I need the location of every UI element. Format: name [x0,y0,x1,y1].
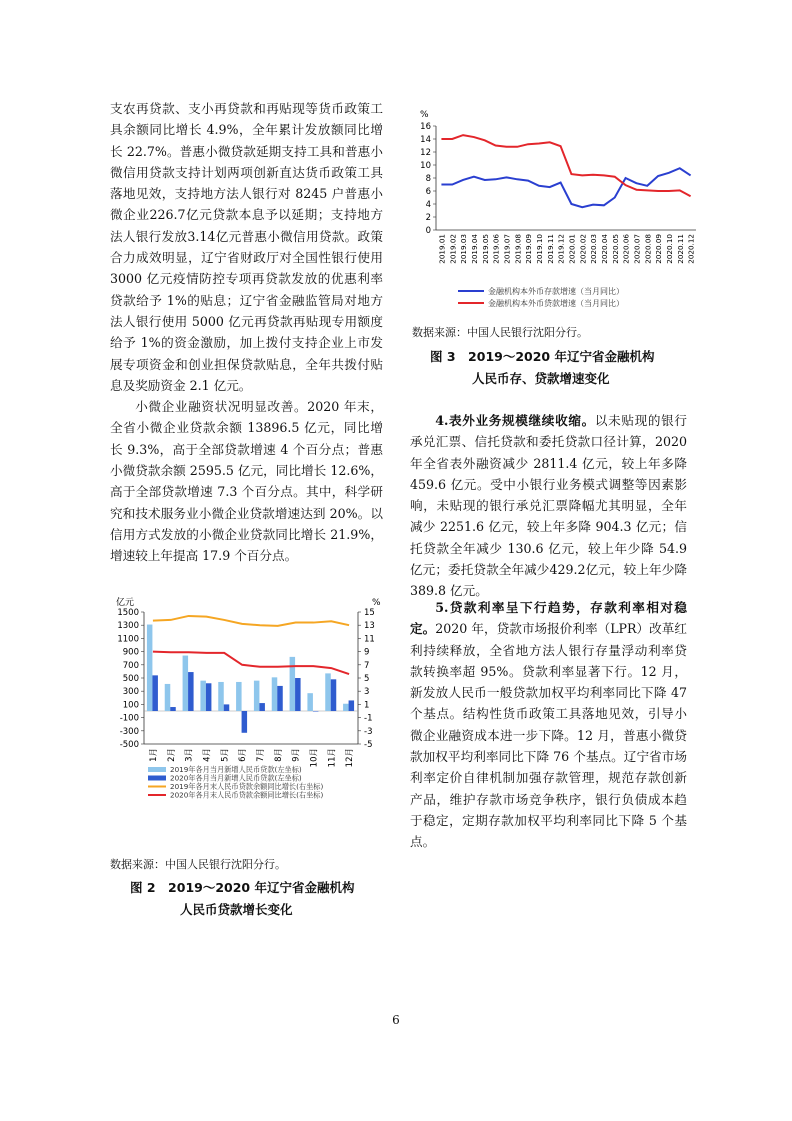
bar-2020 [313,711,319,712]
right-axis-unit: % [372,598,381,608]
body-rates: 2020 年，贷款市场报价利率（LPR）改革红利持续释放，全省地方法人银行存量浮动利率贷款转换率超 95%。贷款利率显著下行。12 月，新发放人民币一般贷款加权平均利率同比下降 47 个基点。结构性货币政策工具落地见效，引导小微企业融资成本进一步下降。12 月，普惠小微贷款加权平均利率同比下降 76 个基点。辽宁省市场利率定价自律机制加强存款管理，规范存款创新产品，维护存款市场竞争秩序，银行负债成本趋于稳定，定期存款加权平均利率同比下降 5 个基点。 [410,621,688,850]
category-label: 2020.09 [654,233,664,264]
right-tick-label: 1 [364,700,370,711]
bar-2019 [307,693,313,711]
left-tick-label: 100 [122,700,139,711]
figure-3-source: 数据来源：中国人民银行沈阳分行。 [412,326,588,339]
right-tick-label: -3 [364,726,373,737]
figure-2-caption-line1: 图 2 2019～2020 年辽宁省金融机构 [130,880,355,895]
right-tick-label: 5 [364,674,370,684]
category-label: 2019.06 [491,234,501,264]
legend-label: 2019年各月当月新增人民币贷款(左坐标) [170,765,302,774]
bar-2019 [290,657,296,711]
bar-2020 [224,704,230,711]
bar-2019 [200,681,206,711]
category-label: 3月 [184,748,195,762]
bar-2019 [325,673,331,711]
bar-2019 [183,656,189,711]
bar-2019 [254,681,260,711]
right-tick-label: 11 [364,634,375,645]
paragraph-small-micro: 小微企业融资状况明显改善。2020 年末，全省小微企业贷款余额 13896.5 亿元，同比增长 9.3%，高于全部贷款增速 4 个百分点；普惠小微贷款余额 2595.5 亿元，同比增长 12.6%，高于全部贷款增速 7.3 个百分点。其中，科学研究和技术服务业小微企业贷款增速达到 20%。以信用方式发放的小微企业贷款同比增长 21.9%，增速较上年提高 17.9 个百分点。 [110,399,383,564]
category-label: 2019.03 [459,234,469,264]
category-label: 2019.01 [437,234,447,264]
figure-3-chart [408,104,698,322]
category-label: 2019.09 [524,234,534,264]
figure-2-source: 数据来源：中国人民银行沈阳分行。 [110,858,286,871]
category-label: 2019.05 [480,234,490,264]
category-label: 2020.08 [643,234,653,264]
category-label: 8月 [273,748,284,762]
left-axis-unit: 亿元 [116,598,135,608]
bar-2020 [259,703,265,711]
y-tick-label: 12 [420,148,431,158]
legend-swatch [148,776,166,781]
axis-unit: % [420,110,429,120]
category-label: 2019.02 [448,234,458,264]
y-tick-label: 14 [420,135,431,145]
legend-label: 2020年各月末人民币贷款余额同比增长(右坐标) [170,790,324,800]
left-column-text [110,98,383,567]
bar-2020 [295,678,301,711]
right-tick-label: -5 [364,740,373,750]
left-tick-label: 1300 [117,621,139,632]
paragraph-offbalance [410,410,687,602]
category-label: 2020.03 [589,234,599,264]
category-label: 2019.04 [469,234,479,264]
category-label: 2019.07 [502,234,512,264]
category-label: 2020.07 [632,234,642,264]
legend-label: 2019年各月末人民币贷款余额同比增长(右坐标) [170,782,324,791]
bar-2019 [147,625,153,711]
left-tick-label: -500 [119,740,139,750]
right-tick-label: 13 [364,621,375,632]
bar-2020 [242,711,248,733]
category-label: 11月 [327,748,338,768]
category-label: 9月 [291,748,302,762]
y-tick-label: 16 [420,122,431,132]
bar-2019 [165,684,171,711]
paragraph-policy-tools: 支农再贷款、支小再贷款和再贴现等货币政策工具余额同比增长 4.9%，全年累计发放额同比增长 22.7%。普惠小微贷款延期支持工具和普惠小微信用贷款支持计划两项创新直达货币政策工具落地见效，支持地方法人银行对 8245 户普惠小微企业226.7亿元贷款本息予以延期；支持地方法人银行发放3.14亿元普惠小微信用贷款。政策合力成效明显，辽宁省财政厅对全国性银行使用 3000 亿元疫情防控专项再贷款发放的优惠利率贷款给予 1%的贴息；辽宁省金融监管局对地方法人银行使用 5000 亿元再贷款再贴现专用额度给予 1%的资金激励，加上拨付支持企业上市发展专项资金和创业担保贷款贴息，全年共拨付贴息及奖励资金 2.1 亿元。 [110,101,383,393]
category-label: 2月 [166,748,177,762]
y-tick-label: 0 [425,226,431,236]
left-tick-label: 700 [122,660,139,671]
body-offbalance: 以未贴现的银行承兑汇票、信托贷款和委托贷款口径计算，2020 年全省表外融资减少 2811.4 亿元，较上年多降 459.6 亿元。受中小银行业务模式调整等因素影响，未贴现的银行承兑汇票降幅尤其明显，全年减少 2251.6 亿元，较上年多降 904.3 亿元；信托贷款全年减少 130.6 亿元，较上年少降 54.9 亿元；委托贷款全年减少429.2亿元，较上年少降 389.8 亿元。 [410,413,688,599]
right-tick-label: 3 [364,687,370,698]
bar-2020 [349,700,355,711]
category-label: 2019.10 [534,234,544,264]
category-label: 2019.11 [545,234,555,264]
left-tick-label: 500 [122,674,139,684]
category-label: 5月 [220,748,231,762]
left-tick-label: 300 [122,687,139,698]
left-tick-label: -100 [119,713,139,724]
heading-rates: 5.贷款利率呈下行趋势，存款利率相对稳定。 [410,600,687,637]
bar-2020 [152,675,158,711]
legend-swatch [148,767,166,772]
right-tick-label: 15 [364,608,375,618]
bar-2019 [343,704,349,711]
left-tick-label: -300 [119,726,139,737]
category-label: 2020.01 [567,234,577,264]
legend-label: 金融机构本外币贷款增速（当月同比） [488,299,624,308]
y-tick-label: 10 [420,161,431,171]
bar-2019 [272,677,278,711]
paragraph-rates [410,597,687,853]
figure-3-caption-line1: 图 3 2019～2020 年辽宁省金融机构 [430,349,655,364]
category-label: 10月 [309,748,320,768]
figure-3-caption-line2: 人民币存、贷款增速变化 [472,371,610,386]
bar-2020 [277,686,283,711]
category-label: 2020.11 [675,234,685,264]
category-label: 2020.10 [664,234,674,264]
heading-offbalance: 4.表外业务规模继续收缩。 [435,413,595,428]
category-label: 4月 [202,748,213,762]
right-column-text-offbalance [410,410,687,602]
bar-2020 [331,679,337,711]
category-label: 6月 [238,748,249,762]
category-label: 12月 [345,748,356,768]
right-tick-label: -1 [364,713,373,724]
line-loan-growth [441,135,690,196]
page-number: 6 [392,1013,400,1027]
y-tick-label: 6 [425,187,431,197]
category-label: 2020.12 [686,234,696,264]
bar-2020 [206,683,212,711]
right-tick-label: 7 [364,660,370,671]
category-label: 2020.06 [621,234,631,264]
category-label: 2020.04 [599,234,609,264]
legend-label: 2020年各月当月新增人民币贷款(左坐标) [170,773,302,783]
category-label: 2020.02 [578,234,588,264]
category-label: 2019.12 [556,234,566,264]
right-column-text-rates [410,597,687,853]
line-deposit-growth [441,168,690,207]
left-tick-label: 900 [122,647,139,658]
legend-label: 金融机构本外币存款增速（当月同比） [488,287,624,296]
line-growth-2020 [153,652,349,674]
left-tick-label: 1100 [117,634,139,645]
bar-2020 [170,707,176,711]
bar-2019 [236,682,242,711]
y-tick-label: 4 [425,200,431,210]
bar-2019 [218,682,224,711]
category-label: 7月 [255,748,266,762]
left-tick-label: 1500 [117,608,139,618]
y-tick-label: 2 [425,213,431,223]
bar-2020 [188,672,194,711]
figure-2-chart [108,596,390,840]
category-label: 2019.08 [513,234,523,264]
category-label: 1月 [148,748,159,762]
line-growth-2019 [153,616,349,626]
figure-2-caption-line2: 人民币贷款增长变化 [180,902,293,917]
category-label: 2020.05 [610,234,620,264]
y-tick-label: 8 [425,174,431,184]
right-tick-label: 9 [364,647,370,658]
